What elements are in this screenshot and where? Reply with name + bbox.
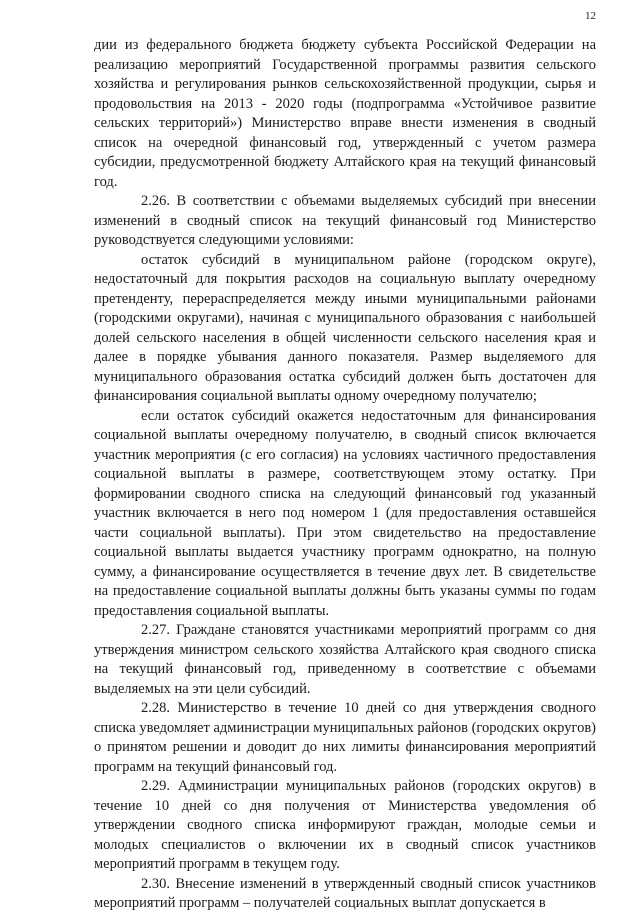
document-body xyxy=(94,36,596,914)
paragraph-2-26: 2.26. В соответствии с объемами выделяемых субсидий при внесении изменений в сводный список на текущий финансовый год Министерство руководствуется следующими условиями: xyxy=(94,193,596,248)
paragraph-2-30: 2.30. Внесение изменений в утвержденный сводный список участников мероприятий программ – получателей социальных выплат допускается в xyxy=(94,875,596,911)
page-number: 12 xyxy=(585,10,596,22)
paragraph-condition-2: если остаток субсидий окажется недостаточным для финансирования социальной выплаты очередному получателю, в сводный список включается участник мероприятия (с его согласия) на условиях частичного предоставления социальной выплаты в размере, соответствующем этому остатку. При формировании сводного списка на следующий финансовый год указанный участник включается в него под номером 1 (для предоставления оставшейся части социальной выплаты). При этом свидетельство на предоставление социальной выплаты выдается участнику программ однократно, на полную сумму, а финансирование осуществляется в течение двух лет. В свидетельстве на предоставление социальной выплаты должны быть указаны суммы по годам предоставления социальной выплаты. xyxy=(94,407,596,619)
paragraph-2-27: 2.27. Граждане становятся участниками мероприятий программ со дня утверждения министром сельского хозяйства Алтайского края сводного списка на текущий финансовый год, приведенному в соответствие с объемами выделяемых на эти цели субсидий. xyxy=(94,622,596,697)
paragraph-2-29: 2.29. Администрации муниципальных районов (городских округов) в течение 10 дней со дня получения от Министерства уведомления об утверждении сводного списка информируют граждан, молодые семьи и молодых специалистов о включении их в сводный список участников мероприятий программ в текущем году. xyxy=(94,778,596,872)
paragraph-condition-1: остаток субсидий в муниципальном районе (городском округе), недостаточный для покрытия расходов на социальную выплату очередному претенденту, перераспределяется между иными муниципальными районами (городскими округами), начиная с муниципального образования с наибольшей долей сельского населения в общей численности сельского населения края и далее в порядке убывания данного показателя. Размер выделяемого для муниципального образования остатка субсидий должен быть достаточен для финансирования социальной выплаты одному очередному получателю; xyxy=(94,251,596,404)
paragraph-continuation: дии из федерального бюджета бюджету субъекта Российской Федерации на реализацию мероприятий Государственной программы развития сельского хозяйства и регулирования рынков сельскохозяйственной продукции, сырья и продовольствия на 2013 - 2020 годы (подпрограмма «Устойчивое развитие сельских территорий») Министерство вправе внести изменения в сводный список на очередной финансовый год, утвержденный с учетом размера субсидии, предусмотренной бюджету Алтайского края на текущий финансовый год. xyxy=(94,37,596,190)
paragraph-2-28: 2.28. Министерство в течение 10 дней со дня утверждения сводного списка уведомляет администрации муниципальных районов (городских округов) о принятом решении и доводит до них лимиты финансирования мероприятий программ на текущий финансовый год. xyxy=(94,700,596,775)
